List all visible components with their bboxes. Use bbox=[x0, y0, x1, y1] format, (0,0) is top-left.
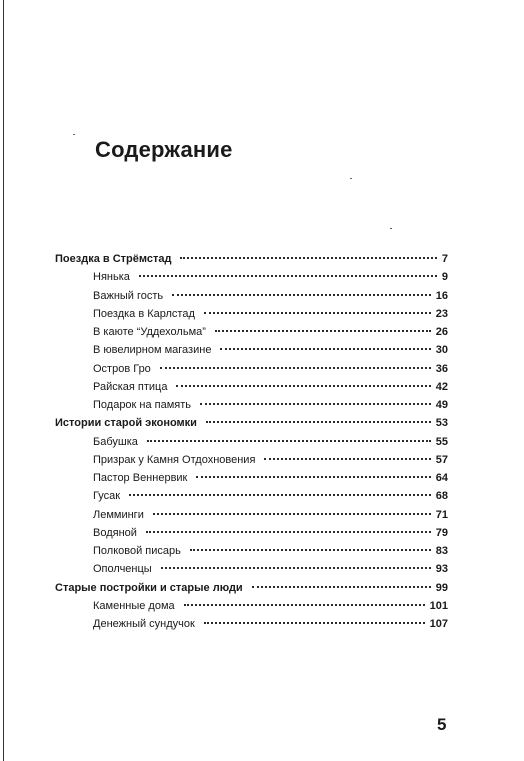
page-number: 5 bbox=[437, 715, 447, 734]
toc-entry-page: 30 bbox=[435, 344, 448, 357]
dot-leader bbox=[252, 586, 431, 588]
toc-entry[interactable] bbox=[55, 451, 448, 469]
toc-entry[interactable] bbox=[55, 360, 448, 378]
toc-entry[interactable] bbox=[55, 323, 448, 341]
dot-leader bbox=[220, 348, 430, 350]
toc-entry-title: Гусак bbox=[93, 490, 121, 503]
toc-entry[interactable] bbox=[55, 414, 448, 432]
toc-entry[interactable] bbox=[55, 615, 448, 633]
toc-entry-title: В ювелирном магазине bbox=[93, 344, 212, 357]
toc-entry-page: 99 bbox=[435, 581, 448, 594]
dot-leader bbox=[184, 604, 425, 606]
toc-entry[interactable] bbox=[55, 542, 448, 560]
toc-entry-title: Остров Гро bbox=[93, 362, 151, 375]
toc-entry-page: 64 bbox=[435, 472, 448, 484]
dot-leader bbox=[204, 622, 425, 624]
toc-list bbox=[55, 250, 448, 633]
toc-entry[interactable] bbox=[55, 560, 448, 578]
toc-entry[interactable] bbox=[55, 305, 448, 323]
toc-entry-title: Каменные дома bbox=[93, 599, 175, 612]
dot-leader bbox=[190, 549, 431, 551]
dot-leader bbox=[215, 330, 431, 332]
toc-entry-page: 53 bbox=[435, 417, 448, 430]
toc-entry-title: Призрак у Камня Отдохновения bbox=[93, 453, 256, 466]
dot-leader bbox=[176, 385, 430, 387]
dot-leader bbox=[180, 257, 436, 259]
toc-entry-title: Ополченцы bbox=[93, 563, 152, 576]
toc-entry-page: 49 bbox=[435, 399, 448, 411]
toc-entry[interactable] bbox=[55, 396, 448, 414]
toc-entry-title: Водяной bbox=[93, 526, 137, 539]
toc-entry-page: 57 bbox=[435, 453, 448, 466]
toc-entry[interactable] bbox=[55, 597, 448, 615]
toc-entry[interactable] bbox=[55, 268, 448, 286]
toc-entry[interactable] bbox=[55, 378, 448, 396]
toc-entry-title: Важный гость bbox=[93, 289, 164, 302]
print-speck bbox=[350, 178, 352, 179]
toc-entry-title: Поездка в Стрёмстад bbox=[55, 253, 172, 265]
toc-entry-title: Райская птица bbox=[93, 380, 168, 393]
toc-entry-page: 16 bbox=[435, 289, 448, 302]
page-edge bbox=[3, 0, 4, 761]
toc-entry-title: Старые постройки и старые люди bbox=[55, 581, 243, 594]
toc-entry-page: 42 bbox=[435, 380, 448, 393]
toc-entry[interactable] bbox=[55, 433, 448, 451]
dot-leader bbox=[172, 294, 431, 296]
dot-leader bbox=[153, 513, 431, 515]
print-speck bbox=[390, 228, 392, 229]
toc-entry-page: 101 bbox=[429, 599, 448, 612]
toc-entry[interactable] bbox=[55, 287, 448, 305]
toc-entry[interactable] bbox=[55, 524, 448, 542]
dot-leader bbox=[146, 531, 431, 533]
toc-entry-title: Денежный сундучок bbox=[93, 618, 195, 630]
toc-heading: Содержание bbox=[95, 137, 233, 162]
toc-entry-title: Подарок на память bbox=[93, 399, 192, 411]
dot-leader bbox=[139, 275, 437, 277]
toc-entry-page: 93 bbox=[435, 563, 448, 576]
toc-entry-title: Пастор Веннервик bbox=[93, 472, 188, 484]
toc-entry-title: Истории старой экономки bbox=[55, 417, 197, 430]
toc-entry[interactable] bbox=[55, 579, 448, 597]
toc-entry-page: 55 bbox=[435, 435, 448, 448]
toc-entry-page: 68 bbox=[435, 490, 448, 503]
dot-leader bbox=[206, 421, 431, 423]
toc-entry-page: 71 bbox=[435, 508, 448, 521]
toc-entry-title: Нянька bbox=[93, 271, 130, 284]
toc-entry-page: 83 bbox=[435, 545, 448, 557]
dot-leader bbox=[160, 367, 431, 369]
toc-entry-page: 26 bbox=[435, 326, 448, 338]
toc-entry-page: 23 bbox=[435, 307, 448, 320]
toc-entry-page: 107 bbox=[429, 618, 448, 630]
dot-leader bbox=[200, 403, 431, 405]
dot-leader bbox=[147, 440, 431, 442]
toc-entry[interactable] bbox=[55, 487, 448, 505]
toc-entry[interactable] bbox=[55, 341, 448, 359]
toc-entry-page: 36 bbox=[435, 362, 448, 375]
toc-entry-title: Полковой писарь bbox=[93, 545, 181, 557]
toc-entry-page: 7 bbox=[441, 253, 448, 265]
toc-entry-page: 79 bbox=[435, 526, 448, 539]
print-speck bbox=[73, 134, 75, 135]
dot-leader bbox=[129, 494, 431, 496]
toc-entry[interactable] bbox=[55, 250, 448, 268]
toc-entry-title: Поездка в Карлстад bbox=[93, 307, 195, 320]
dot-leader bbox=[204, 312, 431, 314]
toc-entry-title: Бабушка bbox=[93, 435, 138, 448]
dot-leader bbox=[161, 567, 431, 569]
toc-entry-title: Лемминги bbox=[93, 508, 144, 521]
dot-leader bbox=[196, 476, 430, 478]
toc-entry-title: В каюте “Уддехольма” bbox=[93, 326, 206, 338]
toc-entry[interactable] bbox=[55, 506, 448, 524]
dot-leader bbox=[264, 458, 430, 460]
toc-entry-page: 9 bbox=[441, 271, 448, 284]
toc-entry[interactable] bbox=[55, 469, 448, 487]
